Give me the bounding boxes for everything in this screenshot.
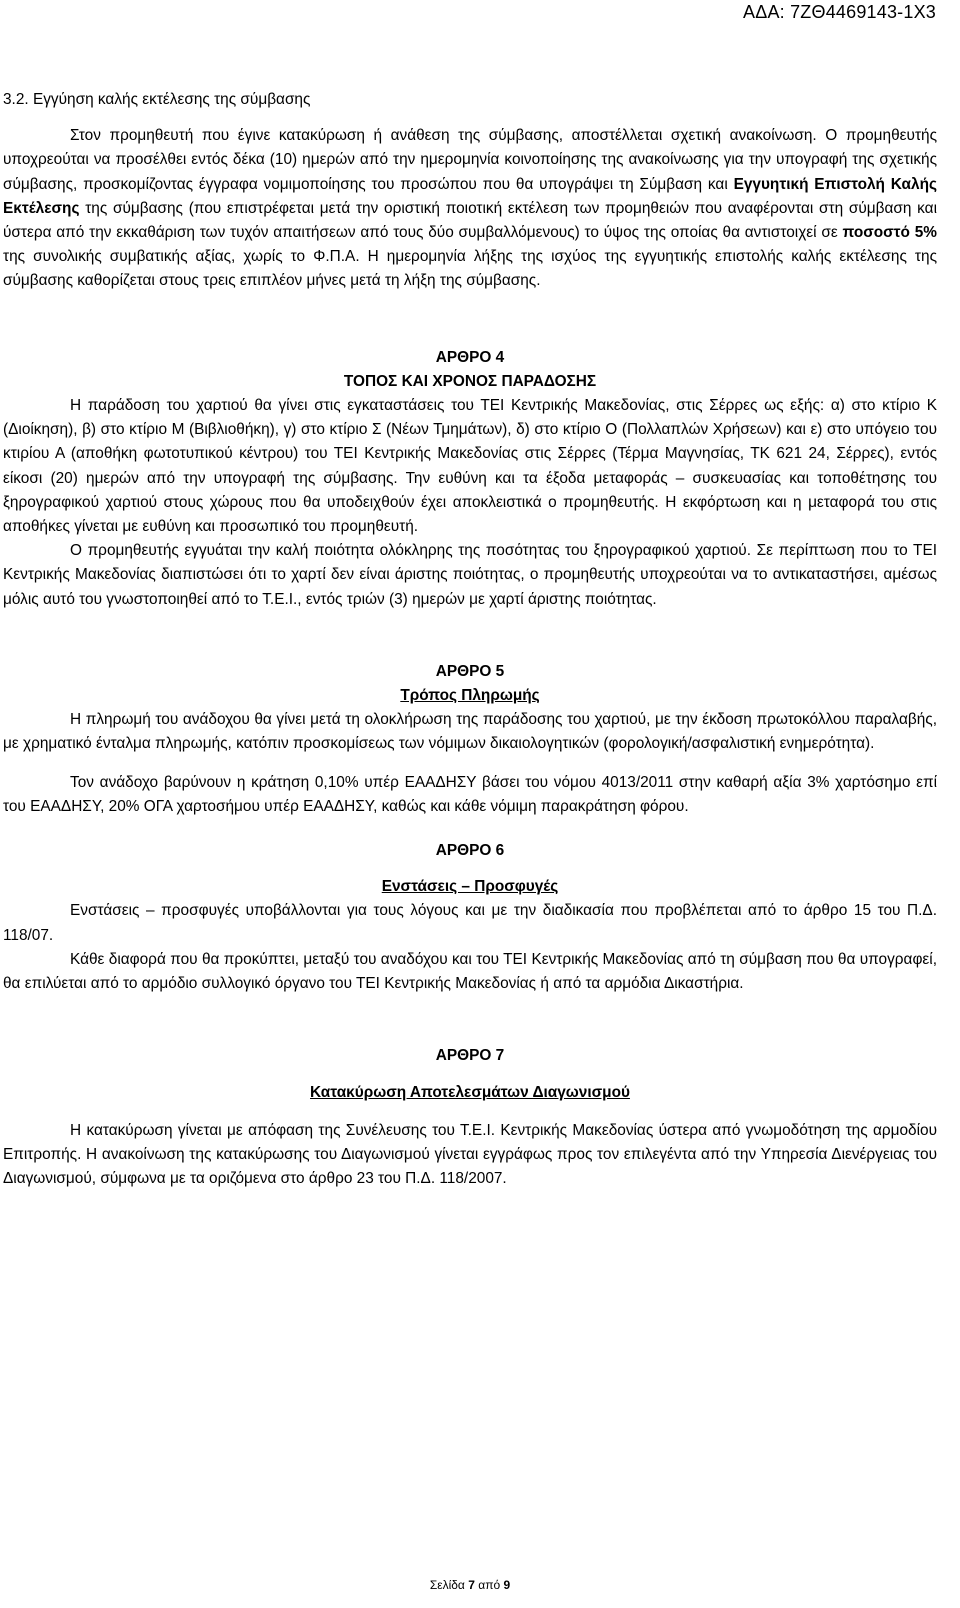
article-7: [3, 1044, 937, 1191]
section-heading: 3.2. Εγγύηση καλής εκτέλεσης της σύμβασης: [3, 91, 311, 108]
article-subtitle: ΤΟΠΟΣ ΚΑΙ ΧΡΟΝΟΣ ΠΑΡΑΔΟΣΗΣ: [343, 372, 597, 390]
paragraph: Ενστάσεις – προσφυγές υποβάλλονται για τους λόγους και με την διαδικασία που προβλέπεται από το άρθρο 15 του Π.Δ. 118/07.: [3, 902, 937, 944]
article-subtitle: Κατακύρωση Αποτελεσμάτων Διαγωνισμού: [310, 1083, 630, 1101]
page-total: 9: [503, 1578, 511, 1592]
paragraph: Ο προμηθευτής εγγυάται την καλή ποιότητα ολόκληρης της ποσότητας του ξηρογραφικού χαρτιού. Σε περίπτωση που το ΤΕΙ Κεντρικής Μακεδονίας διαπιστώσει ότι το χαρτί δεν είναι άριστης ποιότητας, ο προμηθευτής υποχρεούται να το αντικαταστήσει, αμέσως μόλις αυτό του γνωστοποιηθεί από το Τ.Ε.Ι., εντός τριών (3) ημερών με χαρτί άριστης ποιότητας.: [3, 542, 937, 608]
article-title: ΑΡΘΡΟ 6: [435, 842, 505, 860]
document-body: [3, 88, 937, 1191]
article-4: [3, 346, 937, 612]
bold-text-run: Εγγυητική Επιστολή Καλής Εκτέλεσης: [3, 175, 937, 217]
text-run: της συνολικής συμβατικής αξίας, χωρίς το Φ.Π.Α. Η ημερομηνία λήξης της ισχύος της εγγυητικής επιστολής καλής εκτέλεσης της σύμβασης καθορίζεται στους τρεις επιπλέον μήνες μετά τη λήξη της σύμβασης.: [3, 248, 937, 290]
page-current: 7: [468, 1578, 475, 1592]
paragraph: [3, 124, 937, 293]
text-run: της σύμβασης (που επιστρέφεται μετά την οριστική ποιοτική εκτέλεση των προμηθειών που αναφέρονται στη σύμβαση και ύστερα από την εκκαθάριση των τυχόν απαιτήσεων από τους δύο συμβαλλόμενους) το ύψος της οποίας θα αντιστοιχεί σε: [3, 199, 937, 242]
paragraph: Κάθε διαφορά που θα προκύπτει, μεταξύ του αναδόχου και του ΤΕΙ Κεντρικής Μακεδονίας από τη σύμβαση που θα υπογραφεί, θα επιλύεται από το αρμόδιο συλλογικό όργανο του ΤΕΙ Κεντρικής Μακεδονίας ή από τα αρμόδια Δικαστήρια.: [3, 950, 937, 993]
section-3-2: [3, 88, 937, 294]
paragraph: Η κατακύρωση γίνεται με απόφαση της Συνέλευσης του Τ.Ε.Ι. Κεντρικής Μακεδονίας ύστερα από γνωμοδότηση της αρμοδίου Επιτροπής. Η ανακοίνωση της κατακύρωσης του Διαγωνισμού γίνεται εγγράφως προς τον επιλεγέντα από την Υπηρεσία Διενέργειας του Διαγωνισμού, σύμφωνα με τα οριζόμενα στο άρθρο 23 του Π.Δ. 118/2007.: [3, 1121, 937, 1188]
page-footer: [0, 1578, 940, 1592]
article-6: [3, 839, 937, 996]
page-label: Σελίδα: [429, 1578, 465, 1592]
article-title: ΑΡΘΡΟ 5: [435, 662, 505, 680]
article-title: ΑΡΘΡΟ 4: [435, 348, 505, 366]
paragraph: Η πληρωμή του ανάδοχου θα γίνει μετά τη ολοκλήρωση της παράδοσης του χαρτιού, με την έκδοση πρωτοκόλλου παραλαβής, με χρηματικό ένταλμα πληρωμής, κατόπιν προσκομίσεως των νόμιμων δικαιολογητικών (φορολογική/ασφαλιστική ενημερότητα).: [3, 711, 937, 753]
article-title: ΑΡΘΡΟ 7: [435, 1047, 505, 1065]
paragraph: Τον ανάδοχο βαρύνουν η κράτηση 0,10% υπέρ ΕΑΑΔΗΣΥ βάσει του νόμου 4013/2011 στην καθαρή αξία 3% χαρτόσημο επί του ΕΑΑΔΗΣΥ, 20% ΟΓΑ χαρτοσήμου υπέρ ΕΑΑΔΗΣΥ, καθώς και κάθε νόμιμη παρακράτηση φόρου.: [3, 773, 937, 815]
article-subtitle: Ενστάσεις – Προσφυγές: [381, 878, 559, 896]
paragraph: Η παράδοση του χαρτιού θα γίνει στις εγκαταστάσεις του ΤΕΙ Κεντρικής Μακεδονίας, στις Σέρρες ως εξής: α) στο κτίριο Κ (Διοίκηση), β) στο κτίριο Μ (Βιβλιοθήκη), γ) στο κτίριο Σ (Νέων Τμημάτων), δ) στο κτίριο Ο (Πολλαπλών Χρήσεων) και ε) στο υπόγειο του κτιρίου Α (αποθήκη φωτοτυπικού κέντρου) του ΤΕΙ Κεντρικής Μακεδονίας στις Σέρρες (Τέρμα Μαγνησίας, ΤΚ 621 24, Σέρρες), εντός είκοσι (20) ημερών από την υπογραφή της σύμβασης. Την ευθύνη και τα έξοδα μεταφοράς – συσκευασίας και τοποθέτησης του ξηρογραφικού χαρτιού στους χώρους που θα υποδειχθούν έχει αποκλειστικά ο προμηθευτής. Η εκφόρτωση και η μεταφορά του στις αποθήκες γίνεται με ευθύνη και προσωπικό του προμηθευτή.: [3, 397, 937, 536]
bold-text-run: ποσοστό 5%: [842, 224, 937, 242]
page-of: από: [478, 1578, 501, 1592]
text-run: Στον προμηθευτή που έγινε κατακύρωση ή ανάθεση της σύμβασης, αποστέλλεται σχετική ανακοίνωση. Ο προμηθευτής υποχρεούται να προσέλθει εντός δέκα (10) ημερών από την ημερομηνία κοινοποίησης της ανακοίνωσης για την υπογραφή της σχετικής σύμβασης, προσκομίζοντας έγγραφα νομιμοποίησης του προσώπου που θα υπογράψει τη Σύμβαση και: [3, 127, 937, 193]
ada-identifier: ΑΔΑ: 7ΖΘ4469143-1Χ3: [743, 2, 936, 22]
article-5: [3, 660, 937, 819]
article-subtitle: Τρόπος Πληρωμής: [400, 687, 540, 705]
